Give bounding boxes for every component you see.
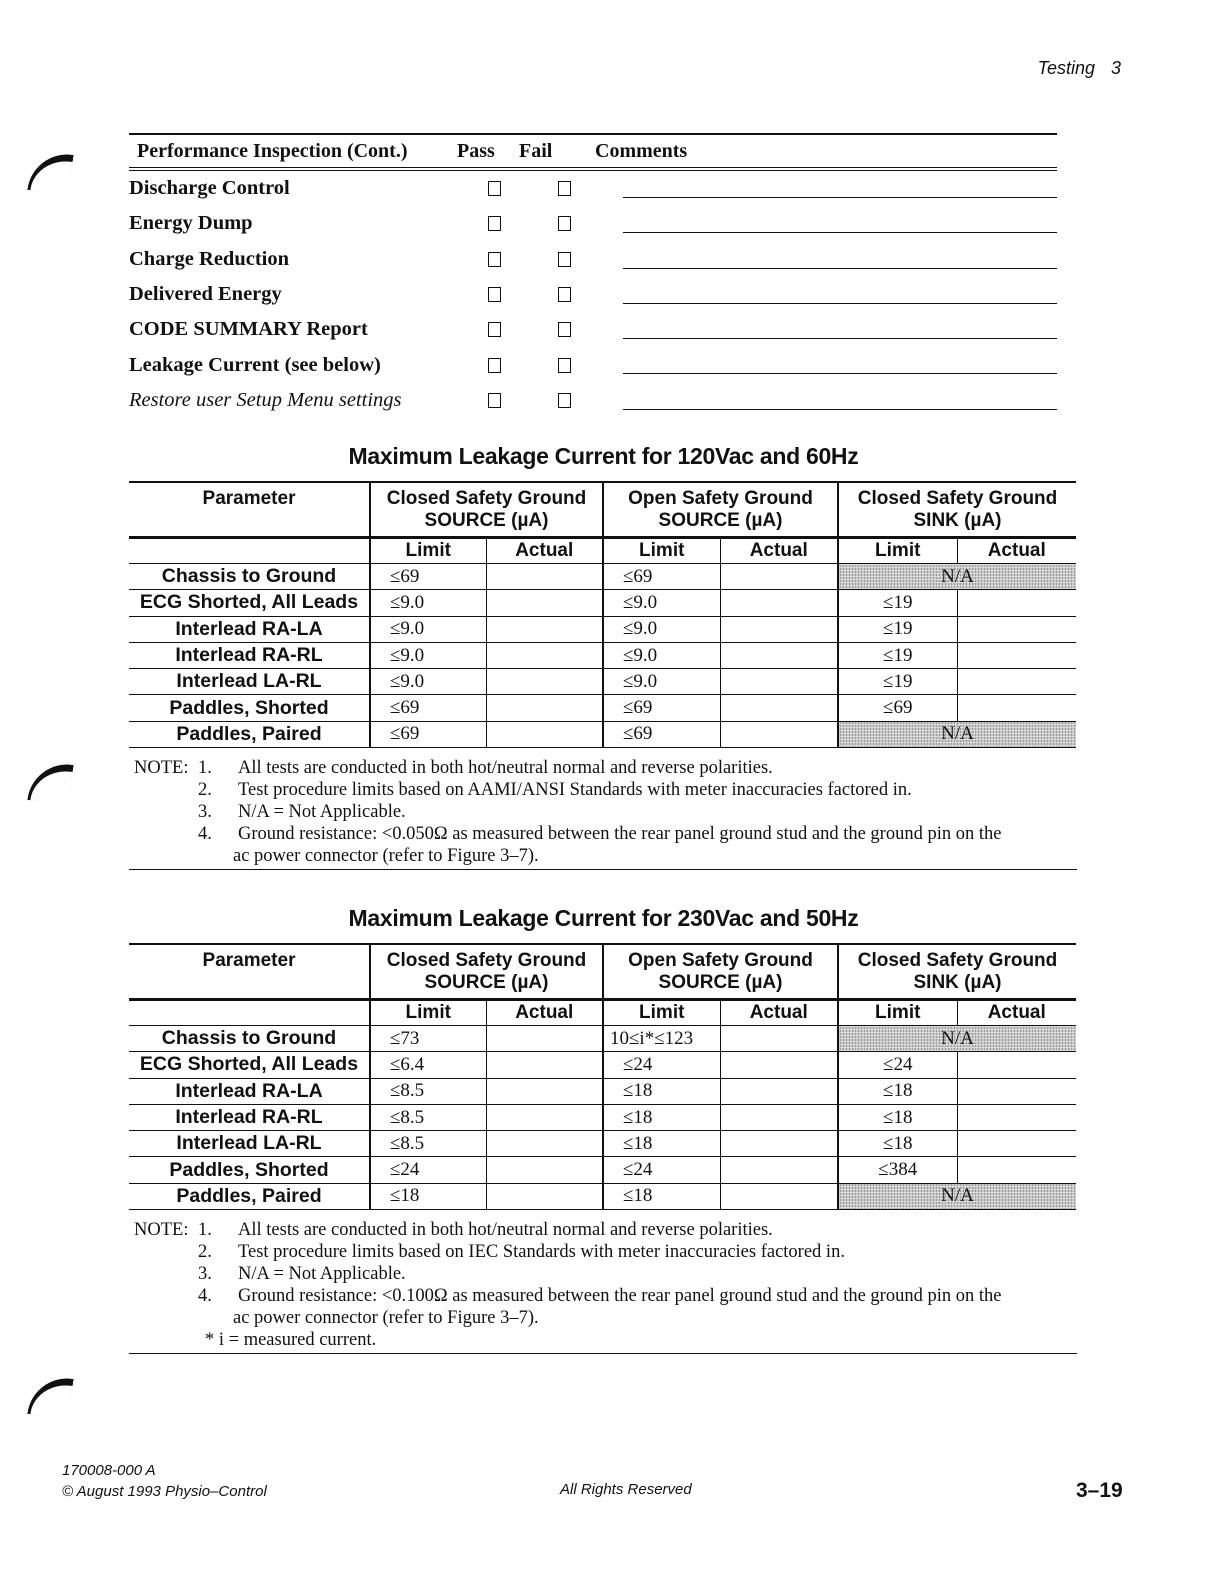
sink-limit: ≤19 — [838, 669, 957, 695]
sink-not-applicable: N/A — [838, 564, 1076, 590]
closed-source-actual[interactable] — [486, 564, 603, 590]
open-source-actual[interactable] — [720, 721, 838, 747]
closed-source-limit: ≤6.4 — [370, 1052, 486, 1078]
table-row — [129, 1052, 1076, 1078]
open-source-actual[interactable] — [720, 669, 838, 695]
page-number: 3–19 — [1076, 1479, 1123, 1502]
pass-checkbox[interactable] — [488, 216, 501, 231]
sink-actual[interactable] — [957, 1131, 1076, 1157]
note-number: 4. — [198, 1286, 212, 1306]
open-source-limit: ≤24 — [603, 1052, 720, 1078]
checklist-row — [129, 206, 1057, 241]
note-number: 3. — [198, 802, 212, 822]
rights-reserved: All Rights Reserved — [560, 1481, 692, 1498]
sink-actual[interactable] — [957, 590, 1076, 616]
closed-source-limit: ≤18 — [370, 1183, 486, 1209]
parameter-name: Interlead LA-RL — [129, 669, 370, 695]
comments-field[interactable] — [623, 175, 1057, 198]
note-item — [129, 1241, 1077, 1263]
sink-limit: ≤19 — [838, 590, 957, 616]
parameter-name: Interlead RA-LA — [129, 1078, 370, 1104]
sink-actual[interactable] — [957, 1104, 1076, 1130]
item-column-header: Performance Inspection (Cont.) — [137, 139, 408, 162]
parameter-subheader-blank — [129, 538, 370, 564]
open-source-limit: ≤9.0 — [603, 590, 720, 616]
parameter-name: Chassis to Ground — [129, 564, 370, 590]
leakage-table-120vac — [129, 481, 1076, 748]
parameter-name: Paddles, Shorted — [129, 1157, 370, 1183]
footnote: * i = measured current. — [205, 1330, 377, 1350]
sink-not-applicable: N/A — [838, 1026, 1076, 1052]
comments-column-header: Comments — [595, 139, 688, 162]
fail-checkbox[interactable] — [558, 252, 571, 267]
open-ground-source-header: Open Safety Ground SOURCE (µA) — [603, 482, 838, 538]
pass-checkbox[interactable] — [488, 252, 501, 267]
note-number: 1. — [198, 758, 212, 778]
checklist-rows — [129, 171, 1057, 418]
sink-actual[interactable] — [957, 1052, 1076, 1078]
note-text: All tests are conducted in both hot/neutral normal and reverse polarities. — [238, 1220, 773, 1240]
closed-source-limit: ≤69 — [370, 564, 486, 590]
closed-ground-source-header: Closed Safety Ground SOURCE (µA) — [370, 482, 603, 538]
table-row — [129, 1026, 1076, 1052]
chapter-number: 3 — [1110, 58, 1121, 78]
open-source-limit: ≤18 — [603, 1183, 720, 1209]
note-item — [129, 801, 1077, 823]
table-230-title: Maximum Leakage Current for 230Vac and 50Hz — [348, 905, 859, 931]
sink-actual[interactable] — [957, 1157, 1076, 1183]
note-number: 2. — [198, 780, 212, 800]
checklist-item-label: Charge Reduction — [129, 247, 290, 270]
performance-inspection-checklist — [129, 133, 1057, 418]
open-source-limit: ≤9.0 — [603, 642, 720, 668]
checklist-item-label: Delivered Energy — [129, 283, 282, 306]
comments-field[interactable] — [623, 281, 1057, 304]
note-number: 3. — [198, 1264, 212, 1284]
binder-hole-mark — [27, 759, 73, 805]
sink-actual[interactable] — [957, 669, 1076, 695]
limit-header: Limit — [838, 538, 957, 564]
open-source-actual[interactable] — [720, 1052, 838, 1078]
closed-source-limit: ≤9.0 — [370, 642, 486, 668]
note-text: Ground resistance: <0.050Ω as measured between the rear panel ground stud and the ground pin on the — [238, 824, 1002, 844]
sink-limit: ≤19 — [838, 642, 957, 668]
notes-230vac — [129, 1219, 1077, 1354]
closed-source-actual[interactable] — [486, 1131, 603, 1157]
parameter-name: Interlead RA-RL — [129, 642, 370, 668]
table-row — [129, 1104, 1076, 1130]
table-row — [129, 1183, 1076, 1209]
sink-actual[interactable] — [957, 616, 1076, 642]
sink-limit: ≤69 — [838, 695, 957, 721]
checklist-row — [129, 347, 1057, 382]
note-label: NOTE: — [134, 1220, 189, 1240]
fail-checkbox[interactable] — [558, 181, 571, 196]
table-row — [129, 1078, 1076, 1104]
open-source-actual[interactable] — [720, 564, 838, 590]
open-source-limit: ≤18 — [603, 1104, 720, 1130]
parameter-name: Interlead RA-LA — [129, 616, 370, 642]
closed-source-limit: ≤24 — [370, 1157, 486, 1183]
checklist-row — [129, 312, 1057, 347]
open-source-limit: ≤18 — [603, 1078, 720, 1104]
note-continuation: ac power connector (refer to Figure 3–7). — [233, 1308, 539, 1328]
limit-header: Limit — [603, 538, 720, 564]
sink-actual[interactable] — [957, 695, 1076, 721]
pass-checkbox[interactable] — [488, 393, 501, 408]
actual-header: Actual — [957, 538, 1076, 564]
open-source-actual[interactable] — [720, 1104, 838, 1130]
open-source-limit: ≤18 — [603, 1131, 720, 1157]
parameter-name: Interlead RA-RL — [129, 1104, 370, 1130]
comments-field[interactable] — [623, 316, 1057, 339]
note-item — [129, 1263, 1077, 1285]
pass-column-header: Pass — [457, 139, 495, 162]
note-text: Test procedure limits based on IEC Standards with meter inaccuracies factored in. — [238, 1242, 845, 1262]
closed-source-actual[interactable] — [486, 1183, 603, 1209]
sink-limit: ≤18 — [838, 1078, 957, 1104]
closed-source-limit: ≤69 — [370, 695, 486, 721]
open-source-limit: ≤69 — [603, 695, 720, 721]
closed-source-actual[interactable] — [486, 695, 603, 721]
open-source-limit: ≤24 — [603, 1157, 720, 1183]
table-row — [129, 1157, 1076, 1183]
actual-header: Actual — [720, 1000, 838, 1026]
table-row — [129, 564, 1076, 590]
limit-header: Limit — [370, 538, 486, 564]
parameter-name: Paddles, Paired — [129, 721, 370, 747]
open-source-limit: ≤69 — [603, 564, 720, 590]
table-row — [129, 642, 1076, 668]
fail-checkbox[interactable] — [558, 287, 571, 302]
checklist-item-label: CODE SUMMARY Report — [129, 318, 368, 341]
pass-checkbox[interactable] — [488, 181, 501, 196]
comments-field[interactable] — [623, 210, 1057, 233]
checklist-item-label: Leakage Current (see below) — [129, 353, 381, 376]
parameter-name: Paddles, Shorted — [129, 695, 370, 721]
open-source-limit: 10≤i*≤123 — [603, 1026, 720, 1052]
actual-header: Actual — [957, 1000, 1076, 1026]
parameter-name: Interlead LA-RL — [129, 1131, 370, 1157]
comments-field[interactable] — [623, 387, 1057, 410]
table-120-title: Maximum Leakage Current for 120Vac and 60Hz — [348, 443, 859, 469]
sink-limit: ≤18 — [838, 1131, 957, 1157]
note-text: All tests are conducted in both hot/neutral normal and reverse polarities. — [238, 758, 773, 778]
parameter-name: Chassis to Ground — [129, 1026, 370, 1052]
sink-not-applicable: N/A — [838, 1183, 1076, 1209]
copyright: © August 1993 Physio–Control — [62, 1483, 267, 1500]
checklist-row — [129, 383, 1057, 418]
closed-source-actual[interactable] — [486, 642, 603, 668]
table-row — [129, 1131, 1076, 1157]
open-source-actual[interactable] — [720, 642, 838, 668]
actual-header: Actual — [486, 538, 603, 564]
note-number: 4. — [198, 824, 212, 844]
note-item — [129, 757, 1077, 779]
closed-source-actual[interactable] — [486, 1157, 603, 1183]
open-source-actual[interactable] — [720, 1157, 838, 1183]
note-item — [129, 1285, 1077, 1307]
running-head — [1038, 58, 1121, 79]
checklist-row — [129, 171, 1057, 206]
open-ground-source-header: Open Safety Ground SOURCE (µA) — [603, 944, 838, 1000]
section-name: Testing — [1037, 58, 1095, 78]
closed-source-actual[interactable] — [486, 590, 603, 616]
parameter-header: Parameter — [129, 944, 370, 1000]
sink-limit: ≤18 — [838, 1104, 957, 1130]
note-text: Ground resistance: <0.100Ω as measured between the rear panel ground stud and the ground pin on the — [238, 1286, 1002, 1306]
closed-source-limit: ≤8.5 — [370, 1104, 486, 1130]
table-row — [129, 616, 1076, 642]
open-source-actual[interactable] — [720, 616, 838, 642]
actual-header: Actual — [486, 1000, 603, 1026]
note-number: 1. — [198, 1220, 212, 1240]
open-source-actual[interactable] — [720, 1131, 838, 1157]
closed-source-actual[interactable] — [486, 721, 603, 747]
sink-actual[interactable] — [957, 642, 1076, 668]
parameter-name: ECG Shorted, All Leads — [129, 1052, 370, 1078]
open-source-actual[interactable] — [720, 1026, 838, 1052]
sink-actual[interactable] — [957, 1078, 1076, 1104]
open-source-actual[interactable] — [720, 590, 838, 616]
table-row — [129, 721, 1076, 747]
table-row — [129, 695, 1076, 721]
open-source-actual[interactable] — [720, 1183, 838, 1209]
doc-number: 170008-000 A — [62, 1462, 156, 1479]
pass-checkbox[interactable] — [488, 322, 501, 337]
actual-header: Actual — [720, 538, 838, 564]
checklist-row — [129, 277, 1057, 312]
fail-checkbox[interactable] — [558, 358, 571, 373]
leakage-table-230vac — [129, 943, 1076, 1210]
checklist-item-label: Restore user Setup Menu settings — [129, 388, 402, 411]
closed-ground-sink-header: Closed Safety Ground SINK (µA) — [838, 944, 1076, 1000]
sink-limit: ≤19 — [838, 616, 957, 642]
closed-source-actual[interactable] — [486, 669, 603, 695]
parameter-subheader-blank — [129, 1000, 370, 1026]
closed-ground-sink-header: Closed Safety Ground SINK (µA) — [838, 482, 1076, 538]
closed-source-actual[interactable] — [486, 1078, 603, 1104]
closed-source-limit: ≤73 — [370, 1026, 486, 1052]
notes-120vac — [129, 757, 1077, 870]
parameter-name: Paddles, Paired — [129, 1183, 370, 1209]
binder-hole-mark — [27, 149, 73, 195]
fail-column-header: Fail — [519, 139, 553, 162]
comments-field[interactable] — [623, 351, 1057, 374]
open-source-limit: ≤69 — [603, 721, 720, 747]
closed-source-actual[interactable] — [486, 616, 603, 642]
closed-ground-source-header: Closed Safety Ground SOURCE (µA) — [370, 944, 603, 1000]
closed-source-limit: ≤8.5 — [370, 1131, 486, 1157]
note-item — [129, 779, 1077, 801]
fail-checkbox[interactable] — [558, 216, 571, 231]
fail-checkbox[interactable] — [558, 322, 571, 337]
note-text: Test procedure limits based on AAMI/ANSI Standards with meter inaccuracies factored in. — [238, 780, 912, 800]
note-item — [129, 823, 1077, 845]
limit-header: Limit — [838, 1000, 957, 1026]
limit-header: Limit — [603, 1000, 720, 1026]
parameter-header: Parameter — [129, 482, 370, 538]
checklist-header — [129, 133, 1057, 171]
comments-field[interactable] — [623, 246, 1057, 269]
limit-header: Limit — [370, 1000, 486, 1026]
note-text: N/A = Not Applicable. — [238, 802, 406, 822]
note-item — [129, 1219, 1077, 1241]
pass-checkbox[interactable] — [488, 287, 501, 302]
closed-source-actual[interactable] — [486, 1052, 603, 1078]
open-source-limit: ≤9.0 — [603, 616, 720, 642]
closed-source-actual[interactable] — [486, 1026, 603, 1052]
parameter-name: ECG Shorted, All Leads — [129, 590, 370, 616]
note-continuation: ac power connector (refer to Figure 3–7). — [233, 846, 539, 866]
closed-source-limit: ≤69 — [370, 721, 486, 747]
sink-limit: ≤384 — [838, 1157, 957, 1183]
sink-limit: ≤24 — [838, 1052, 957, 1078]
sink-not-applicable: N/A — [838, 721, 1076, 747]
fail-checkbox[interactable] — [558, 393, 571, 408]
closed-source-limit: ≤8.5 — [370, 1078, 486, 1104]
pass-checkbox[interactable] — [488, 358, 501, 373]
checklist-item-label: Discharge Control — [129, 177, 290, 200]
note-number: 2. — [198, 1242, 212, 1262]
note-text: N/A = Not Applicable. — [238, 1264, 406, 1284]
closed-source-actual[interactable] — [486, 1104, 603, 1130]
note-label: NOTE: — [134, 758, 189, 778]
open-source-limit: ≤9.0 — [603, 669, 720, 695]
checklist-item-label: Energy Dump — [129, 212, 253, 235]
open-source-actual[interactable] — [720, 695, 838, 721]
closed-source-limit: ≤9.0 — [370, 590, 486, 616]
checklist-row — [129, 242, 1057, 277]
binder-hole-mark — [27, 1373, 73, 1419]
open-source-actual[interactable] — [720, 1078, 838, 1104]
closed-source-limit: ≤9.0 — [370, 616, 486, 642]
table-row — [129, 669, 1076, 695]
table-row — [129, 590, 1076, 616]
closed-source-limit: ≤9.0 — [370, 669, 486, 695]
